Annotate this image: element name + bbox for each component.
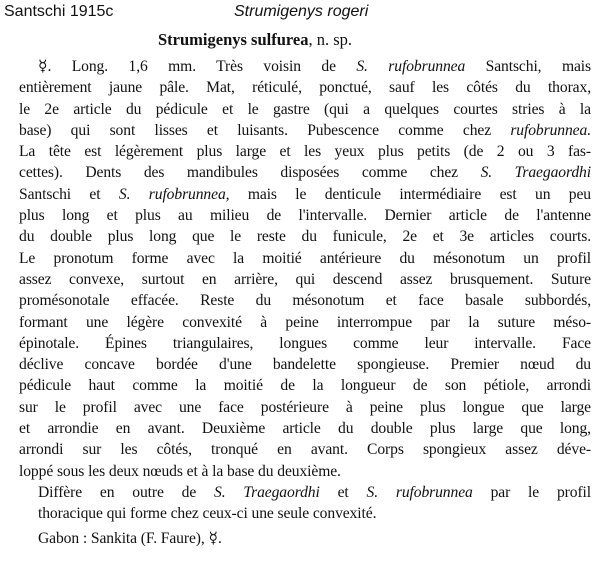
text-segment: cettes). Dents des mandibules disposées comme chez: [19, 164, 481, 182]
text-segment: arrondi sur les côtés, tronqué en avant. Corps spongieux assez déve-: [19, 441, 591, 459]
taxon-name: rufobrunnea.: [510, 121, 591, 139]
text-segment: ☿. Long. 1,6 mm. Très voisin de: [38, 58, 357, 75]
text-line: [19, 354, 591, 375]
text-segment: thoracique qui forme chez ceux-ci une seule convexité.: [38, 505, 377, 523]
text-line: [19, 120, 591, 141]
taxon-name: S. rufobrunnea: [366, 483, 473, 501]
taxon-name: S. Traegaordhi: [214, 483, 320, 501]
text-segment: du double plus long que le reste du funicule, 2e et 3e articles courts.: [19, 228, 591, 246]
text-segment: Gabon : Sankita (F. Faure), ☿.: [38, 529, 222, 547]
text-segment: par le profil: [472, 483, 592, 501]
text-line: [19, 205, 591, 226]
text-line: [19, 184, 591, 205]
description-body: [19, 56, 591, 549]
text-segment: plus long et plus au milieu de l'intervalle. Dernier article de l'antenne: [19, 207, 591, 225]
text-segment: entièrement jaune pâle. Mat, réticulé, ponctué, sauf les côtés du thorax,: [19, 79, 591, 97]
text-line: [19, 375, 591, 396]
text-segment: sur le profil avec une face postérieure à peine plus longue que large: [19, 398, 591, 416]
text-segment: Le pronotum forme avec la moitié antérieure du mésonotum un profil: [19, 249, 591, 267]
species-title-name: Strumigenys sulfurea: [158, 30, 309, 49]
text-line: [19, 528, 591, 549]
text-segment: formant une légère convexité à peine interrompue par la suture méso-: [19, 313, 591, 331]
text-segment: épinotale. Épines triangulaires, longues comme leur intervalle. Face: [19, 334, 591, 352]
text-line: [19, 56, 591, 77]
text-line: [19, 461, 591, 482]
text-line: [19, 248, 591, 269]
taxon-name: S. rufobrunnea,: [118, 185, 230, 203]
text-segment: Diffère en outre de: [38, 483, 215, 501]
text-segment: loppé sous les deux nœuds et à la base du deuxième.: [19, 462, 341, 480]
text-segment: promésonotale effacée. Reste du mésonotum et face basale subbordés,: [19, 292, 591, 310]
text-line: [19, 226, 591, 247]
text-segment: pédicule haut comme la moitié de la longueur de son pétiole, arrondi: [19, 377, 591, 395]
text-line: [19, 418, 591, 439]
text-segment: assez convexe, surtout en arrière, qui descend assez brusquement. Suture: [19, 270, 591, 288]
text-line: [19, 503, 591, 524]
species-title-suffix: , n. sp.: [308, 30, 353, 49]
taxon-name: S. rufobrunnea: [356, 58, 466, 75]
text-segment: Santschi et: [19, 185, 119, 203]
header-citation: Santschi 1915c: [4, 3, 114, 20]
text-segment: mais le denticule intermédiaire est un peu: [229, 185, 591, 203]
text-segment: Santschi, mais: [465, 58, 591, 75]
taxon-name: S. Traegaordhi: [480, 164, 591, 182]
text-segment: déclive concave bordée d'une bandelette spongieuse. Premier nœud du: [19, 356, 591, 374]
text-line: [19, 482, 591, 503]
text-segment: La tête est légèrement plus large et les yeux plus petits (de 2 ou 3 fas-: [19, 143, 591, 161]
text-line: [19, 99, 591, 120]
text-segment: le 2e article du pédicule et le gastre (qui a quelques courtes stries à la: [19, 100, 591, 118]
text-line: [19, 397, 591, 418]
text-line: [19, 77, 591, 98]
text-segment: base) qui sont lisses et luisants. Pubescence comme chez: [19, 121, 511, 139]
text-line: [19, 269, 591, 290]
text-segment: et arrondie en avant. Deuxième article du double plus large que long,: [19, 420, 591, 438]
text-line: [19, 439, 591, 460]
text-line: [19, 141, 591, 162]
text-segment: et: [319, 483, 367, 501]
text-line: [19, 290, 591, 311]
text-line: [19, 333, 591, 354]
header-species-name: Strumigenys rogeri: [234, 3, 369, 20]
text-line: [19, 162, 591, 183]
species-title: [158, 30, 352, 50]
text-line: [19, 312, 591, 333]
